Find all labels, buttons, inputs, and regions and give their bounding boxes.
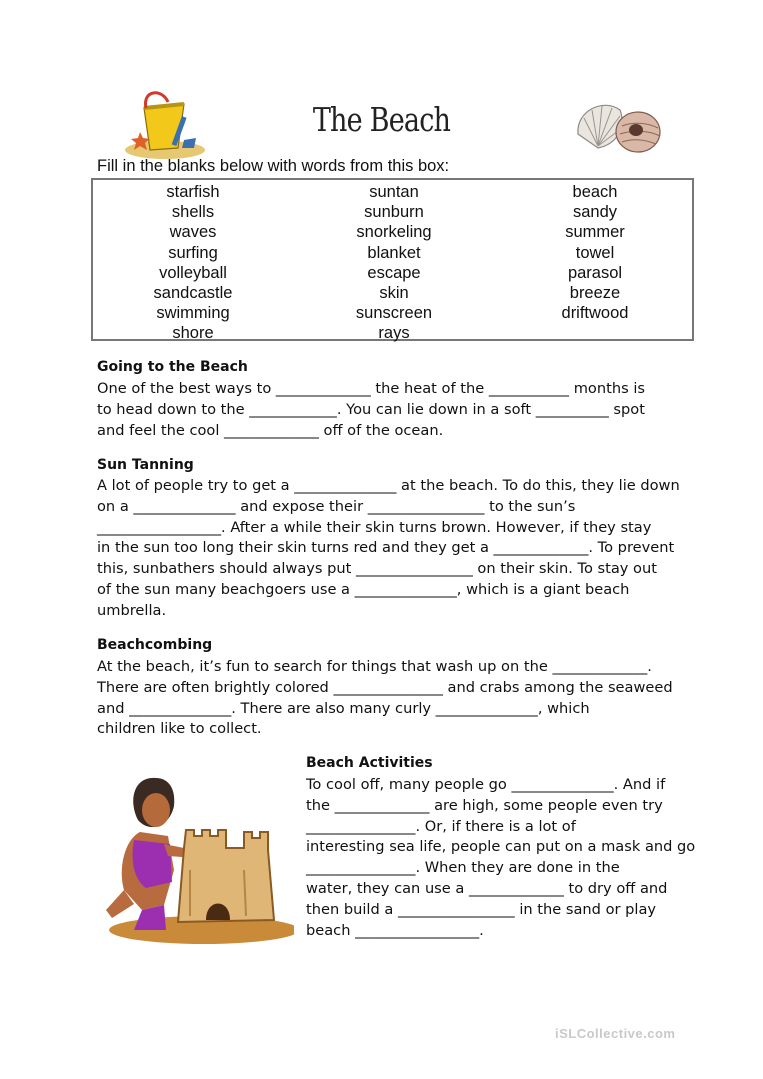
word-bank-item: skin	[379, 283, 409, 302]
word-bank-item: shells	[171, 203, 215, 222]
paragraph-line: interesting sea life, people can put on a mask and go	[306, 838, 696, 856]
word-bank-column-2	[294, 182, 494, 344]
paragraph-line: on a ______________ and expose their ________________ to the sun’s	[97, 497, 576, 515]
word-bank-item: rays	[378, 324, 410, 343]
paragraph-sun-tanning	[97, 476, 697, 622]
paragraph-line: _______________. Or, if there is a lot of	[306, 817, 576, 835]
word-bank-item: sandy	[572, 203, 618, 222]
paragraph-line: _______________. When they are done in the	[306, 859, 620, 877]
word-bank-item: blanket	[367, 243, 421, 262]
paragraph-line: this, sunbathers should always put ________________ on their skin. To stay out	[97, 560, 657, 578]
word-bank-item: driftwood	[561, 304, 629, 323]
section-heading-sun-tanning: Sun Tanning	[97, 457, 194, 473]
girl-building-sandcastle-icon	[94, 770, 294, 945]
paragraph-beach-activities	[306, 775, 696, 941]
paragraph-line: of the sun many beachgoers use a ______________, which is a giant beach	[97, 580, 630, 598]
watermark: iSLCollective.com	[555, 1026, 676, 1041]
word-bank-item: escape	[367, 263, 421, 282]
paragraph-line: At the beach, it’s fun to search for things that wash up on the _____________.	[97, 658, 652, 675]
seashells-icon	[574, 96, 664, 156]
word-bank-item: sunscreen	[355, 304, 433, 323]
word-bank-item: starfish	[166, 183, 220, 201]
word-bank-item: volleyball	[159, 263, 227, 282]
paragraph-line: the _____________ are high, some people even try	[306, 796, 663, 814]
paragraph-going-to-the-beach	[97, 379, 697, 441]
word-bank-item: snorkeling	[356, 223, 432, 242]
paragraph-line: There are often brightly colored _______________ and crabs among the seaweed	[97, 678, 673, 696]
paragraph-line: beach _________________.	[306, 921, 484, 939]
word-bank-item: shore	[172, 324, 214, 343]
paragraph-beachcombing	[97, 657, 697, 740]
paragraph-line: _________________. After a while their skin turns brown. However, if they stay	[97, 518, 652, 536]
word-bank-item: suntan	[369, 183, 419, 201]
word-bank-item: summer	[565, 223, 625, 242]
paragraph-line: One of the best ways to _____________ the heat of the ___________ months is	[97, 380, 645, 397]
paragraph-line: in the sun too long their skin turns red and they get a _____________. To prevent	[97, 539, 675, 557]
word-bank-column-3	[495, 182, 695, 323]
paragraph-line: umbrella.	[97, 601, 167, 619]
section-heading-going-to-the-beach: Going to the Beach	[97, 359, 248, 375]
word-bank-item: swimming	[156, 304, 230, 323]
paragraph-line: children like to collect.	[97, 720, 262, 738]
word-bank-item: beach	[572, 183, 618, 201]
word-bank-item: sandcastle	[153, 283, 233, 302]
section-heading-beach-activities: Beach Activities	[306, 755, 433, 771]
paragraph-line: and ______________. There are also many curly ______________, which	[97, 699, 590, 717]
word-bank-item: waves	[169, 223, 217, 242]
word-bank-box	[91, 178, 694, 341]
paragraph-line: and feel the cool _____________ off of the ocean.	[97, 421, 444, 439]
instructions: Fill in the blanks below with words from this box:	[97, 157, 450, 175]
word-bank-item: sunburn	[364, 203, 424, 222]
word-bank-column-1	[93, 182, 293, 344]
paragraph-line: water, they can use a _____________ to dry off and	[306, 879, 668, 897]
page-title: The Beach	[312, 100, 451, 139]
section-heading-beachcombing: Beachcombing	[97, 637, 213, 653]
word-bank-item: towel	[575, 243, 615, 262]
paragraph-line: then build a ________________ in the sand or play	[306, 900, 657, 918]
paragraph-line: To cool off, many people go ______________. And if	[306, 776, 666, 793]
word-bank-item: parasol	[567, 263, 623, 282]
paragraph-line: to head down to the ____________. You can lie down in a soft __________ spot	[97, 400, 645, 418]
paragraph-line: A lot of people try to get a ______________ at the beach. To do this, they lie down	[97, 477, 680, 494]
word-bank-item: breeze	[569, 283, 621, 302]
word-bank-item: surfing	[168, 243, 218, 262]
